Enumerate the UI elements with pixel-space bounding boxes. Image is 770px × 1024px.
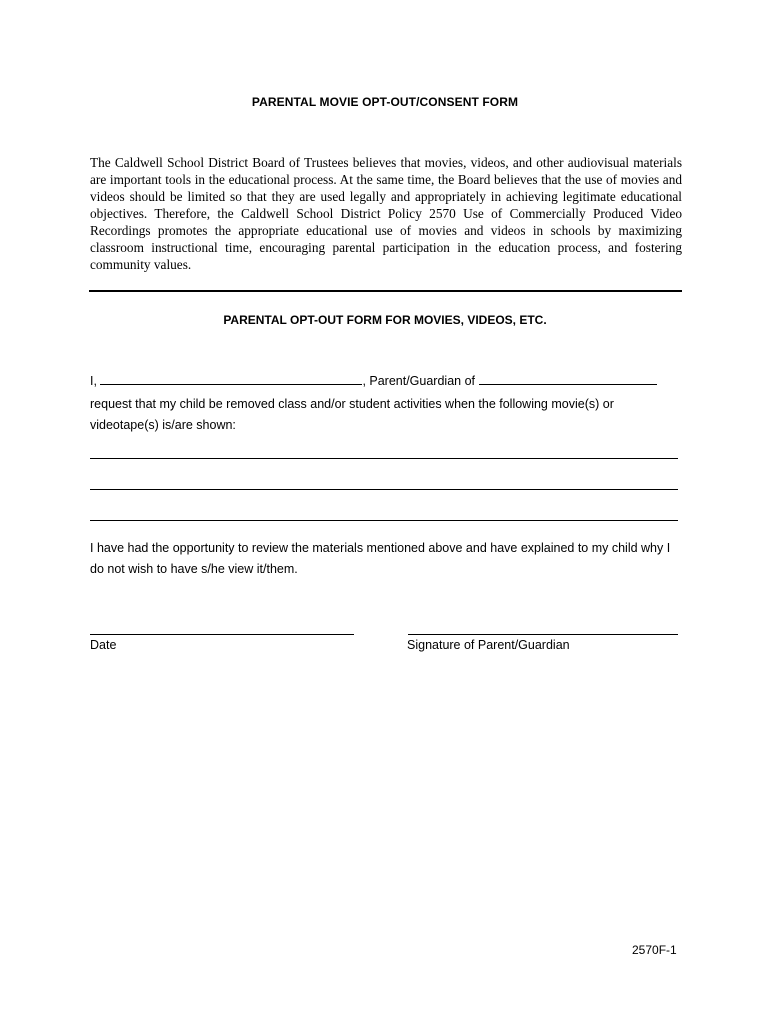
request-text: request that my child be removed class and/or student activities when the following movie(s) or videotape(s) is/are shown: [90, 397, 614, 432]
date-line[interactable] [90, 634, 354, 635]
review-statement: I have had the opportunity to review the materials mentioned above and have explained to my child why I do not wish to have s/he view it/them. [90, 541, 671, 576]
signature-label: Signature of Parent/Guardian [407, 638, 570, 652]
line1-middle: , Parent/Guardian of [362, 374, 476, 388]
form-code: 2570F-1 [632, 943, 677, 957]
date-label: Date [90, 638, 117, 652]
form-subtitle: PARENTAL OPT-OUT FORM FOR MOVIES, VIDEOS, ETC. [223, 313, 547, 327]
signature-line[interactable] [408, 634, 678, 635]
movie-title-line-2[interactable] [90, 489, 678, 490]
parent-name-blank[interactable] [100, 372, 362, 385]
section-divider [89, 290, 682, 292]
movie-title-line-1[interactable] [90, 458, 678, 459]
movie-title-line-3[interactable] [90, 520, 678, 521]
parent-name-line [90, 372, 657, 388]
form-title: PARENTAL MOVIE OPT-OUT/CONSENT FORM [251, 95, 519, 109]
intro-paragraph: The Caldwell School District Board of Trustees believes that movies, videos, and other audiovisual materials are important tools in the educational process. At the same time, the Board believes that the use of movies and videos should be limited so that they are used legally and appropriately in achieving legitimate educational objectives. Therefore, the Caldwell School District Policy 2570 Use of Commercially Produced Video Recordings promotes the appropriate educational use of movies and videos in schools by maximizing classroom instructional time, encouraging parental participation in the education process, and fostering community values. [90, 155, 682, 272]
line1-prefix: I, [90, 374, 97, 388]
child-name-blank[interactable] [479, 372, 657, 385]
